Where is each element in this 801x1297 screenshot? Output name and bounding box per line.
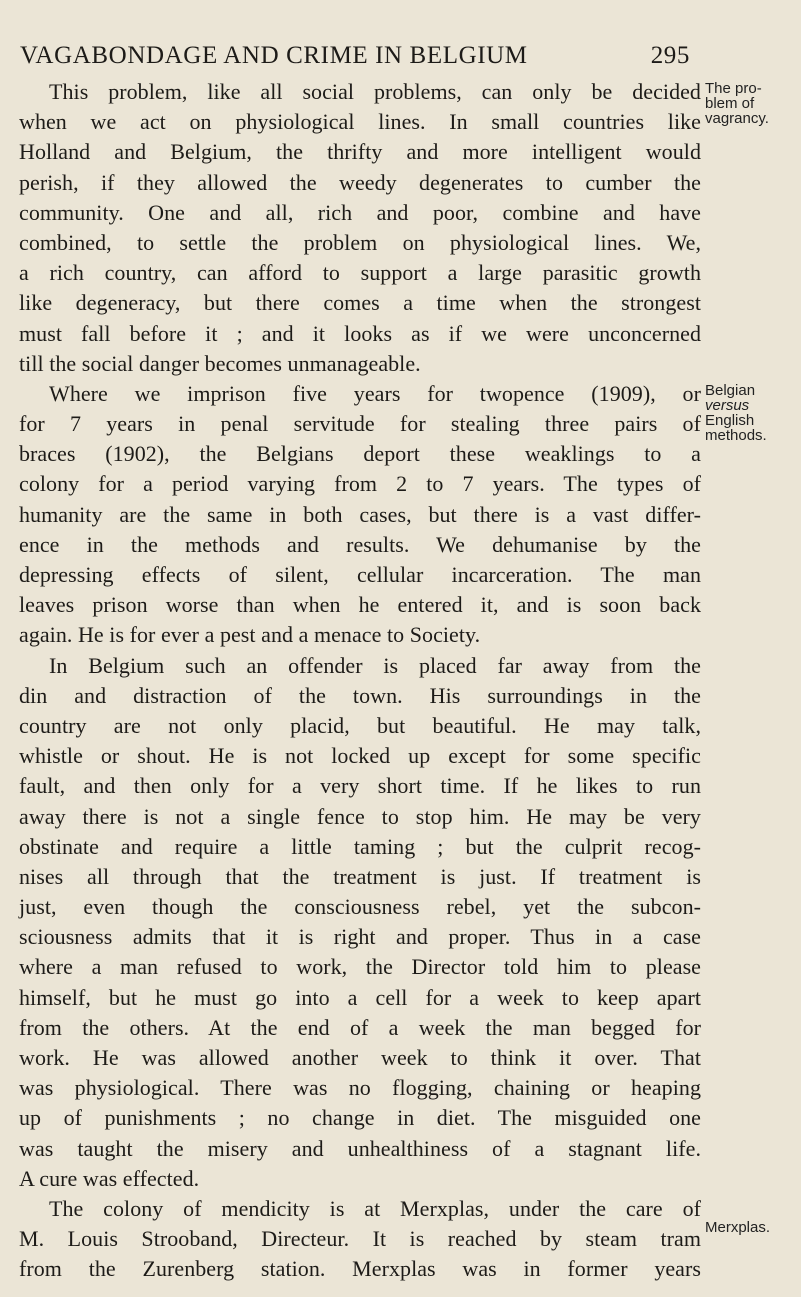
text-line: In Belgium such an offender is placed far away from the	[49, 652, 701, 678]
text-line: Holland and Belgium, the thrifty and more intelligent would	[19, 139, 701, 165]
margin-note-line: methods.	[705, 427, 767, 444]
margin-note-line: Merxplas.	[705, 1219, 771, 1236]
text-line: humanity are the same in both cases, but there is a vast differ-	[19, 501, 701, 527]
margin-note-line: English	[705, 412, 755, 429]
text-line: away there is not a single fence to stop him. He may be very	[19, 803, 701, 829]
text-line: ence in the methods and results. We dehumanise by the	[19, 531, 701, 557]
margin-note-merxplas	[705, 1220, 799, 1235]
text-line: whistle or shout. He is not locked up except for some specific	[19, 743, 701, 769]
text-line: work. He was allowed another week to think it over. That	[19, 1045, 701, 1070]
text-line: was physiological. There was no flogging, chaining or heaping	[19, 1075, 701, 1101]
text-line: combined, to settle the problem on physiological lines. We,	[19, 229, 701, 255]
text-line: depressing effects of silent, cellular incarceration. The man	[19, 562, 701, 587]
text-line: again. He is for ever a pest and a menace to Society.	[19, 622, 481, 648]
text-line: up of punishments ; no change in diet. The misguided one	[19, 1105, 701, 1131]
text-line: like degeneracy, but there comes a time when the strongest	[19, 290, 701, 316]
text-line: din and distraction of the town. His surroundings in the	[19, 682, 701, 708]
running-title: VAGABONDAGE AND CRIME IN BELGIUM	[20, 42, 528, 69]
text-line: when we act on physiological lines. In small countries like	[19, 109, 701, 135]
text-line: community. One and all, rich and poor, combine and have	[19, 199, 701, 225]
text-line: obstinate and require a little taming ; but the culprit recog-	[19, 833, 701, 859]
page-number: 295	[650, 42, 690, 69]
body-text	[19, 77, 701, 1285]
text-line: leaves prison worse than when he entered it, and is soon back	[19, 592, 701, 618]
text-line: must fall before it ; and it looks as if we were unconcerned	[19, 320, 701, 346]
text-line: himself, but he must go into a cell for a week to keep apart	[19, 984, 701, 1010]
text-line: nises all through that the treatment is just. If treatment is	[19, 863, 701, 889]
text-line: M. Louis Strooband, Directeur. It is reached by steam tram	[19, 1226, 701, 1252]
text-line: This problem, like all social problems, can only be decided	[49, 79, 701, 104]
text-line: Where we imprison five years for twopence (1909), or	[49, 380, 701, 406]
text-line: fault, and then only for a very short time. If he likes to run	[19, 773, 701, 799]
margin-note-line: Belgian	[705, 382, 756, 399]
text-line: sciousness admits that it is right and proper. Thus in a case	[19, 924, 701, 950]
margin-note-line: blem of	[705, 95, 755, 112]
margin-note-line: versus	[705, 397, 750, 414]
text-line: braces (1902), the Belgians deport these weaklings to a	[19, 441, 701, 467]
margin-note-line: The pro-	[705, 80, 762, 97]
text-line: The colony of mendicity is at Merxplas, under the care of	[49, 1195, 701, 1221]
text-line: perish, if they allowed the weedy degenerates to cumber the	[19, 169, 701, 195]
text-line: A cure was effected.	[19, 1165, 200, 1191]
text-line: was taught the misery and unhealthiness of a stagnant life.	[19, 1135, 701, 1161]
text-line: country are not only placid, but beautiful. He may talk,	[19, 712, 701, 738]
text-line: till the social danger becomes unmanageable.	[19, 350, 421, 376]
text-line: colony for a period varying from 2 to 7 years. The types of	[19, 471, 701, 497]
text-line: just, even though the consciousness rebel, yet the subcon-	[19, 894, 701, 920]
margin-note-vagrancy	[705, 81, 799, 126]
margin-note-line: vagrancy.	[705, 110, 769, 127]
text-line: a rich country, can afford to support a large parasitic growth	[19, 260, 701, 286]
margin-note-methods	[705, 383, 799, 443]
text-line: from the Zurenberg station. Merxplas was in former years	[19, 1256, 701, 1282]
text-line: from the others. At the end of a week the man begged for	[19, 1014, 701, 1040]
running-head	[20, 42, 690, 70]
text-line: for 7 years in penal servitude for stealing three pairs of	[19, 411, 701, 437]
text-line: where a man refused to work, the Director told him to please	[19, 954, 701, 980]
